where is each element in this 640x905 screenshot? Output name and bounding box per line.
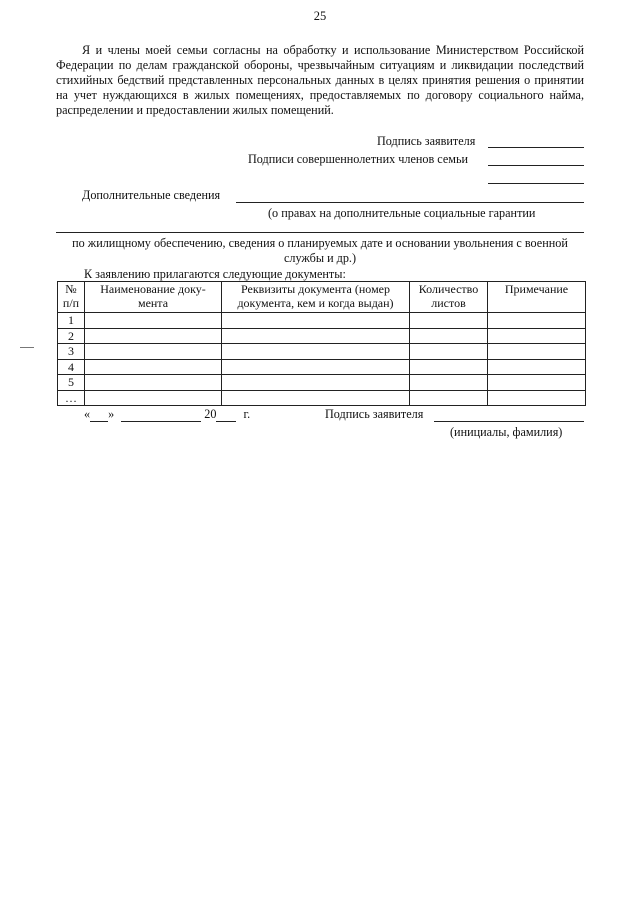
footer-signature-line[interactable]	[434, 421, 584, 422]
column-header-number: № п/п	[58, 282, 85, 313]
date-field	[84, 407, 250, 422]
applicant-signature-label: Подпись заявителя	[377, 134, 476, 148]
document-name-cell[interactable]	[85, 359, 222, 375]
family-signature-line-2[interactable]	[488, 183, 584, 184]
initials-note: (инициалы, фамилия)	[450, 425, 563, 439]
note-cell[interactable]	[488, 313, 586, 329]
page-number: 25	[313, 9, 327, 23]
note-cell[interactable]	[488, 375, 586, 391]
document-name-cell[interactable]	[85, 390, 222, 406]
date-day-line[interactable]	[90, 409, 108, 422]
sheet-count-cell[interactable]	[410, 390, 488, 406]
document-name-cell[interactable]	[85, 375, 222, 391]
row-number: 2	[58, 328, 85, 344]
document-name-cell[interactable]	[85, 313, 222, 329]
documents-table	[57, 281, 586, 406]
column-header-document-details: Реквизиты документа (номер документа, кем и когда выдан)	[222, 282, 410, 313]
table-row	[58, 375, 586, 391]
note-cell[interactable]	[488, 328, 586, 344]
family-signature-label: Подписи совершеннолетних членов семьи	[248, 152, 469, 166]
document-name-cell[interactable]	[85, 344, 222, 360]
date-year-suffix: г.	[243, 407, 251, 421]
table-row	[58, 390, 586, 406]
document-details-cell[interactable]	[222, 390, 410, 406]
column-header-note: Примечание	[488, 282, 586, 313]
table-row	[58, 313, 586, 329]
date-month-line[interactable]	[121, 409, 201, 422]
applicant-signature-line[interactable]	[488, 147, 584, 148]
document-details-cell[interactable]	[222, 344, 410, 360]
extra-info-continuation: по жилищному обеспечению, сведения о планируемых дате и основании увольнения с военной службы и др.)	[72, 236, 568, 265]
table-row	[58, 359, 586, 375]
row-number: 3	[58, 344, 85, 360]
date-year-line[interactable]	[216, 409, 236, 422]
document-details-cell[interactable]	[222, 375, 410, 391]
column-header-sheet-count: Количество листов	[410, 282, 488, 313]
row-number: 1	[58, 313, 85, 329]
document-details-cell[interactable]	[222, 359, 410, 375]
family-signature-line-1[interactable]	[488, 165, 584, 166]
sheet-count-cell[interactable]	[410, 328, 488, 344]
date-year-prefix: 20	[204, 407, 217, 421]
sheet-count-cell[interactable]	[410, 344, 488, 360]
sheet-count-cell[interactable]	[410, 313, 488, 329]
row-number: 5	[58, 375, 85, 391]
date-quote-close: »	[108, 407, 115, 421]
extra-info-note: (о правах на дополнительные социальные гарантии	[268, 206, 536, 220]
row-number: 4	[58, 359, 85, 375]
note-cell[interactable]	[488, 344, 586, 360]
document-details-cell[interactable]	[222, 328, 410, 344]
consent-paragraph: Я и члены моей семьи согласны на обработку и использование Министерством Российской Федерации по делам гражданской обороны, чрезвычайным ситуациям и ликвидации последствий стихийных бедствий представленных персональных данных в целях принятия решения о принятии на учет нуждающихся в жилых помещениях, предоставляемых по договору социального найма, распределении и предоставлении жилых помещений.	[56, 43, 584, 117]
margin-mark	[20, 347, 34, 348]
document-name-cell[interactable]	[85, 328, 222, 344]
attached-documents-label: К заявлению прилагаются следующие документы:	[84, 267, 346, 281]
note-cell[interactable]	[488, 359, 586, 375]
sheet-count-cell[interactable]	[410, 359, 488, 375]
document-details-cell[interactable]	[222, 313, 410, 329]
column-header-document-name: Наименование доку-мента	[85, 282, 222, 313]
footer-signature-label: Подпись заявителя	[325, 407, 424, 421]
table-header-row	[58, 282, 586, 313]
row-number: …	[58, 390, 85, 406]
date-quote-open: «	[84, 407, 91, 421]
extra-info-label: Дополнительные сведения	[82, 188, 221, 202]
note-cell[interactable]	[488, 390, 586, 406]
table-row	[58, 328, 586, 344]
sheet-count-cell[interactable]	[410, 375, 488, 391]
extra-info-line-1[interactable]	[236, 202, 584, 203]
table-row	[58, 344, 586, 360]
extra-info-line-2[interactable]	[56, 232, 584, 233]
